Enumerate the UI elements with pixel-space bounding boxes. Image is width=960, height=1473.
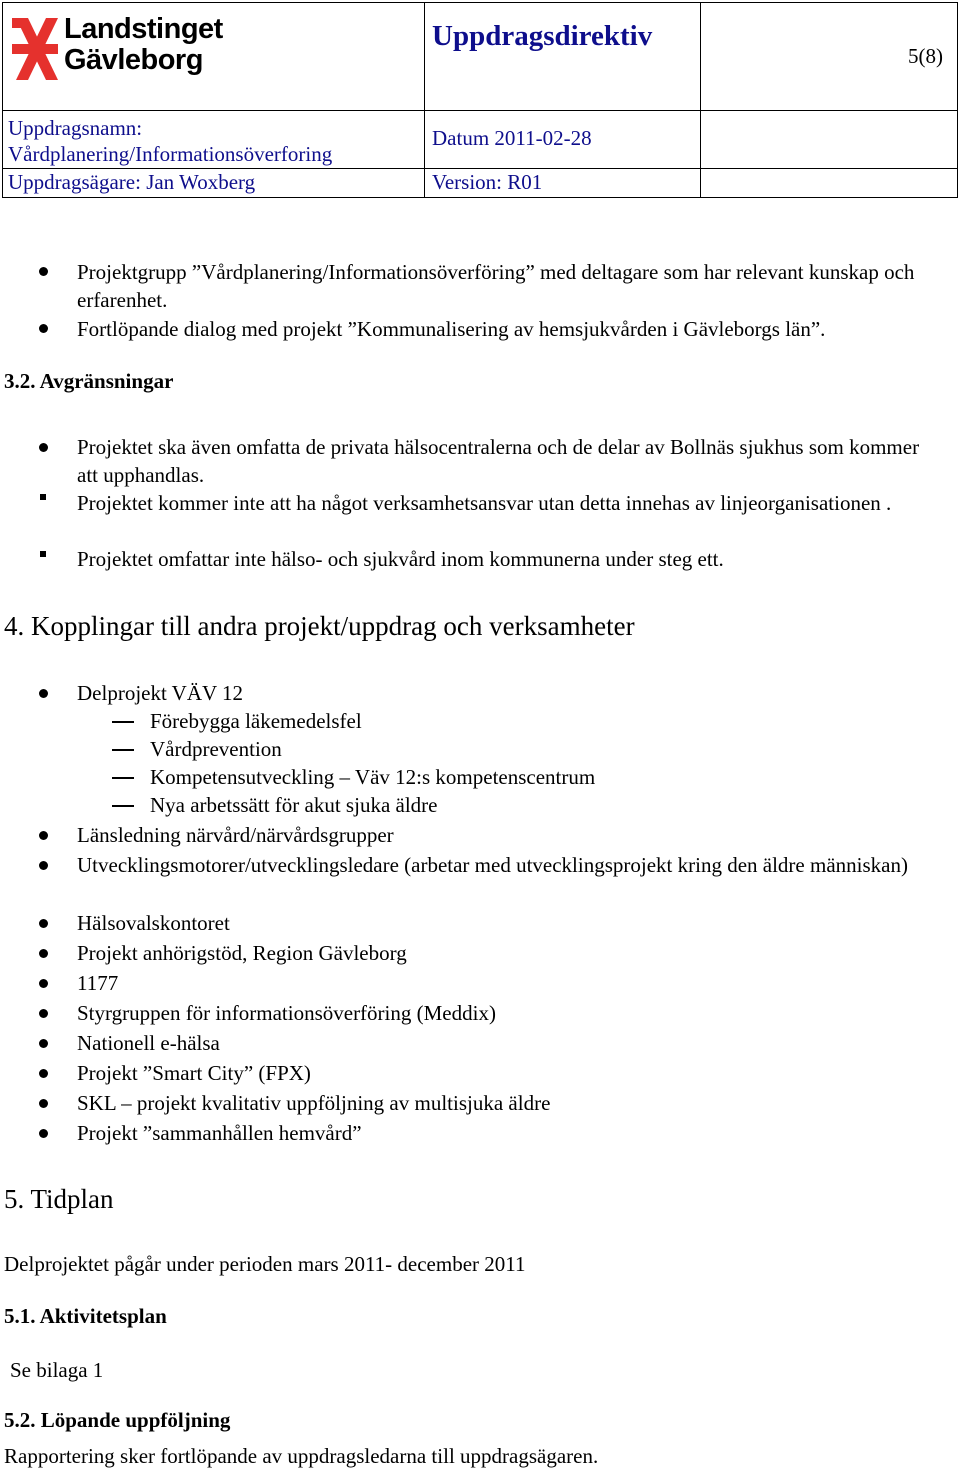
sub-list-item: Förebygga läkemedelsfel — [150, 709, 362, 733]
bullet-icon — [39, 443, 48, 452]
assignment-name — [8, 115, 332, 167]
bullet-icon — [39, 1039, 48, 1048]
document-date: Datum 2011-02-28 — [432, 126, 592, 150]
activity-plan-text: Se bilaga 1 — [10, 1358, 104, 1382]
list-item: Delprojekt VÄV 12 — [77, 681, 244, 705]
bullet-icon — [39, 1099, 48, 1108]
section-5-2-heading: 5.2. Löpande uppföljning — [4, 1408, 231, 1432]
dash-icon — [112, 805, 134, 807]
list-item: Nationell e-hälsa — [77, 1031, 220, 1055]
list-item: SKL – projekt kvalitativ uppföljning av multisjuka äldre — [77, 1091, 551, 1115]
section-5-1-heading: 5.1. Aktivitetsplan — [4, 1304, 167, 1328]
logo-line1: Landstinget — [64, 13, 223, 45]
list-item: 1177 — [77, 971, 119, 995]
list-item: Styrgruppen för informationsöverföring (Meddix) — [77, 1001, 496, 1025]
list-item: Projekt anhörigstöd, Region Gävleborg — [77, 941, 407, 965]
section-5-heading: 5. Tidplan — [4, 1184, 114, 1214]
section-4-heading: 4. Kopplingar till andra projekt/uppdrag och verksamheter — [4, 611, 635, 641]
dash-icon — [112, 777, 134, 779]
list-item: Projektgrupp ”Vårdplanering/Informationsöverföring” med deltagare som har relevant kunskap och erfarenhet. — [77, 260, 915, 312]
sub-list-item: Vårdprevention — [150, 737, 282, 761]
assignment-name-value: Vårdplanering/Informationsöverforing — [8, 142, 333, 166]
bullet-icon — [39, 1009, 48, 1018]
bullet-icon — [39, 831, 48, 840]
section-3-2-heading: 3.2. Avgränsningar — [4, 369, 174, 393]
sub-list-item: Nya arbetssätt för akut sjuka äldre — [150, 793, 438, 817]
dash-icon — [112, 721, 134, 723]
bullet-icon — [39, 689, 48, 698]
sub-list-item: Kompetensutveckling – Väv 12:s kompetenscentrum — [150, 765, 596, 789]
list-item: Utvecklingsmotorer/utvecklingsledare (arbetar med utvecklingsprojekt kring den äldre människan) — [77, 853, 908, 877]
bullet-icon — [39, 324, 48, 333]
bullet-icon — [39, 1069, 48, 1078]
bullet-icon — [39, 861, 48, 870]
bullet-icon — [39, 949, 48, 958]
document-title: Uppdragsdirektiv — [432, 20, 653, 52]
dash-icon — [112, 749, 134, 751]
list-item: Hälsovalskontoret — [77, 911, 230, 935]
bullet-icon — [39, 919, 48, 928]
page-number: 5(8) — [908, 44, 943, 68]
list-item: Projekt ”Smart City” (FPX) — [77, 1061, 311, 1085]
list-item: Projektet kommer inte att ha något verksamhetsansvar utan detta innehas av linjeorganisationen . — [77, 491, 892, 515]
landstinget-logo — [12, 13, 227, 86]
list-item: Projektet ska även omfatta de privata hälsocentralerna och de delar av Bollnäs sjukhus som kommer att upphandlas. — [77, 435, 920, 487]
bullet-icon — [39, 1129, 48, 1138]
square-bullet-icon — [40, 551, 46, 557]
list-item: Länsledning närvård/närvårdsgrupper — [77, 823, 394, 847]
square-bullet-icon — [40, 494, 46, 500]
bullet-icon — [39, 979, 48, 988]
bullet-icon — [39, 267, 48, 276]
assignment-owner: Uppdragsägare: Jan Woxberg — [8, 170, 256, 194]
assignment-name-label: Uppdragsnamn: — [8, 116, 143, 140]
logo-line2: Gävleborg — [64, 44, 203, 76]
follow-up-text: Rapportering sker fortlöpande av uppdragsledarna till uppdragsägaren. — [4, 1444, 599, 1468]
list-item: Projekt ”sammanhållen hemvård” — [77, 1121, 362, 1145]
document-version: Version: R01 — [432, 170, 543, 194]
list-item: Fortlöpande dialog med projekt ”Kommunalisering av hemsjukvården i Gävleborgs län”. — [77, 317, 826, 341]
timeline-text: Delprojektet pågår under perioden mars 2011- december 2011 — [4, 1252, 526, 1276]
logo-mark-icon — [12, 18, 58, 80]
list-item: Projektet omfattar inte hälso- och sjukvård inom kommunerna under steg ett. — [77, 547, 724, 571]
